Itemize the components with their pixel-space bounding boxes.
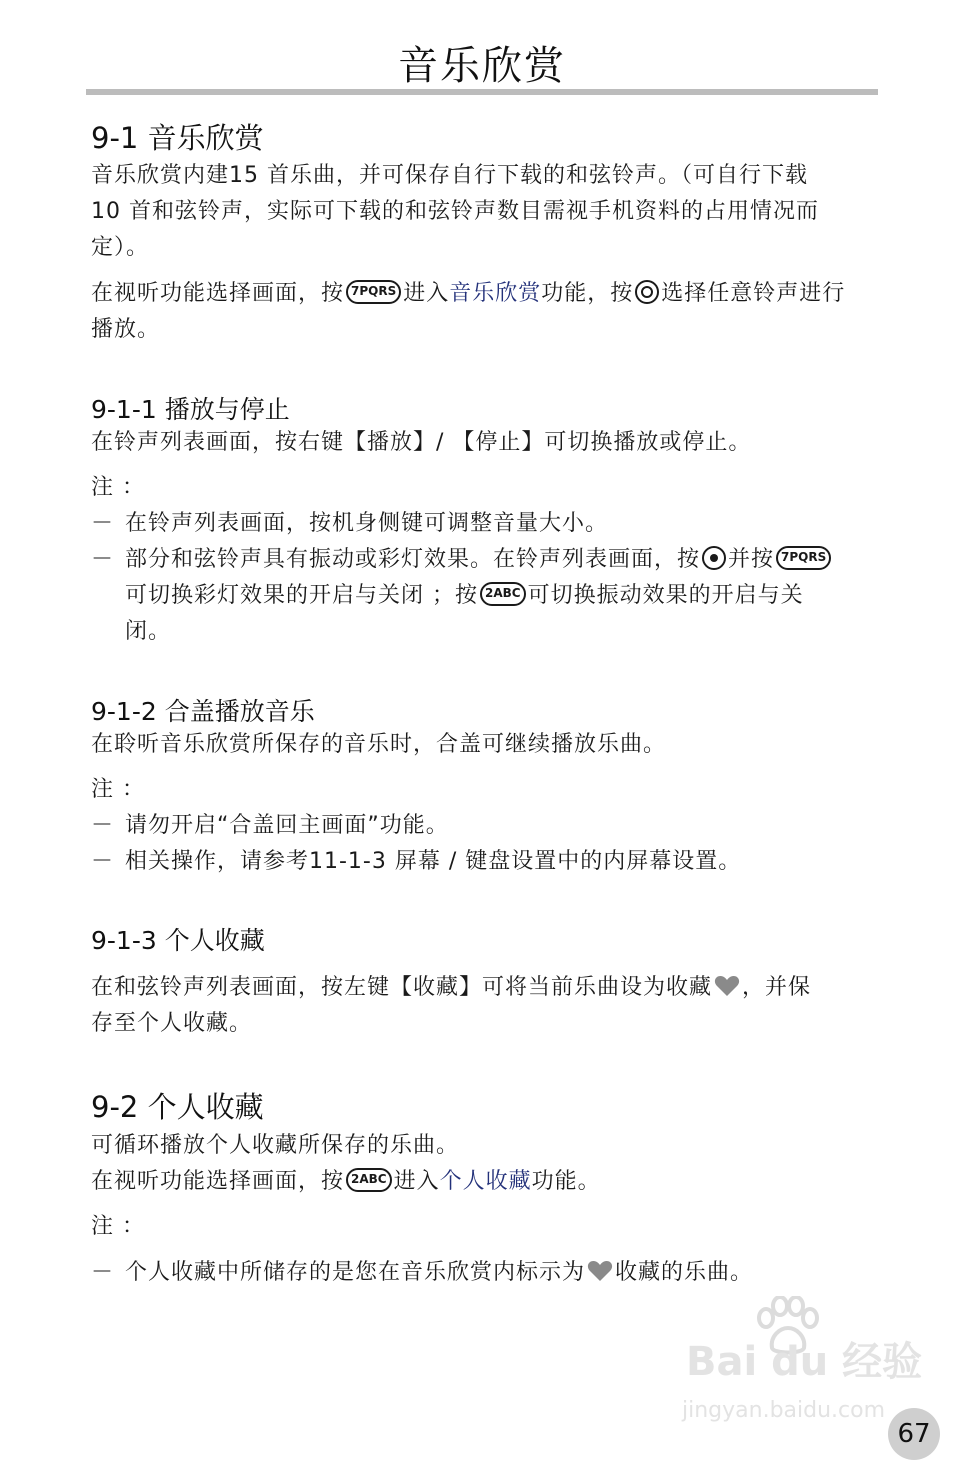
section-9-1-3-text	[91, 970, 881, 1042]
note-item-text: 请勿开启“合盖回主画面”功能。	[125, 813, 449, 838]
dash-bullet: －	[91, 547, 115, 572]
paragraph-line	[91, 970, 881, 1006]
key-2-icon: 2ABC	[346, 1168, 392, 1192]
section-9-1-3-heading: 9-1-3 个人收藏	[91, 926, 265, 955]
paragraph-line: 播放。	[91, 317, 161, 342]
text-segment: ，并保	[742, 975, 812, 1000]
heart-icon	[714, 975, 740, 997]
music-appreciation-link: 音乐欣赏	[449, 281, 542, 306]
text-segment: 进入	[403, 281, 450, 306]
note-item	[91, 1255, 881, 1291]
heart-icon	[587, 1260, 613, 1282]
section-9-1-paragraph-2	[91, 276, 881, 348]
note-item	[91, 506, 881, 542]
note-item-text	[125, 542, 881, 650]
text-segment: 功能。	[531, 1169, 601, 1194]
dash-bullet: －	[91, 1260, 115, 1285]
key-2-icon: 2ABC	[480, 582, 526, 606]
section-9-1-1-text: 在铃声列表画面，按右键【播放】/ 【停止】可切换播放或停止。	[91, 430, 752, 455]
personal-favorites-link: 个人收藏	[439, 1169, 532, 1194]
text-segment: 可切换振动效果的开启与关	[527, 583, 804, 608]
key-7-icon: 7PQRS	[346, 280, 401, 304]
note-item-text: 在铃声列表画面，按机身侧键可调整音量大小。	[125, 511, 609, 536]
text-segment: 可切换彩灯效果的开启与关闭 ；按	[125, 583, 478, 608]
text-segment: 选择任意铃声进行	[661, 281, 846, 306]
dash-bullet: －	[91, 511, 115, 536]
nav-key-icon	[635, 280, 659, 304]
section-9-1-1-heading: 9-1-1 播放与停止	[91, 395, 290, 424]
section-9-1-heading: 9-1 音乐欣赏	[91, 121, 264, 155]
section-9-1-paragraph-1	[91, 158, 881, 266]
watermark-brand: Bai du 经验	[686, 1339, 923, 1385]
watermark-url: jingyan.baidu.com	[682, 1398, 886, 1423]
note-label: 注 ：	[91, 777, 145, 802]
text-segment: 在和弦铃声列表画面，按左键【收藏】可将当前乐曲设为收藏	[91, 975, 713, 1000]
text-segment: 部分和弦铃声具有振动或彩灯效果。在铃声列表画面，按	[125, 547, 701, 572]
page-title: 音乐欣赏	[398, 43, 566, 89]
section-9-2-line-1: 可循环播放个人收藏所保存的乐曲。	[91, 1133, 460, 1158]
paragraph-line: 定）。	[91, 235, 150, 260]
note-label: 注 ：	[91, 475, 145, 500]
key-7-icon: 7PQRS	[776, 546, 831, 570]
section-9-1-2-text: 在聆听音乐欣赏所保存的音乐时，合盖可继续播放乐曲。	[91, 732, 667, 757]
text-segment: 闭。	[125, 619, 172, 644]
text-segment: 并按	[728, 547, 775, 572]
section-9-1-2-heading: 9-1-2 合盖播放音乐	[91, 697, 315, 726]
text-segment: 功能，按	[541, 281, 634, 306]
title-divider	[86, 89, 878, 95]
text-segment: 收藏的乐曲。	[615, 1260, 754, 1285]
note-item-text: 相关操作，请参考11-1-3 屏幕 / 键盘设置中的内屏幕设置。	[125, 849, 742, 874]
section-9-2-heading: 9-2 个人收藏	[91, 1090, 264, 1124]
note-item-text	[125, 1255, 881, 1291]
note-item	[91, 808, 881, 844]
dash-bullet: －	[91, 849, 115, 874]
paragraph-line: 10 首和弦铃声，实际可下载的和弦铃声数目需视手机资料的占用情况而	[91, 199, 819, 224]
text-segment: 在视听功能选择画面，按	[91, 1169, 345, 1194]
note-item	[91, 542, 881, 650]
paragraph-line: 音乐欣赏内建15 首乐曲，并可保存自行下载的和弦铃声。（可自行下载	[91, 163, 808, 188]
paragraph-line: 存至个人收藏。	[91, 1011, 253, 1036]
dash-bullet: －	[91, 813, 115, 838]
text-segment: 个人收藏中所储存的是您在音乐欣赏内标示为	[125, 1260, 586, 1285]
paragraph-line	[91, 276, 881, 312]
page-number: 67	[888, 1408, 940, 1460]
center-key-icon	[702, 546, 726, 570]
text-segment: 在视听功能选择画面，按	[91, 281, 345, 306]
text-segment: 进入	[393, 1169, 440, 1194]
note-item	[91, 844, 881, 880]
note-label: 注 ：	[91, 1214, 145, 1239]
section-9-2-line-2	[91, 1164, 881, 1200]
